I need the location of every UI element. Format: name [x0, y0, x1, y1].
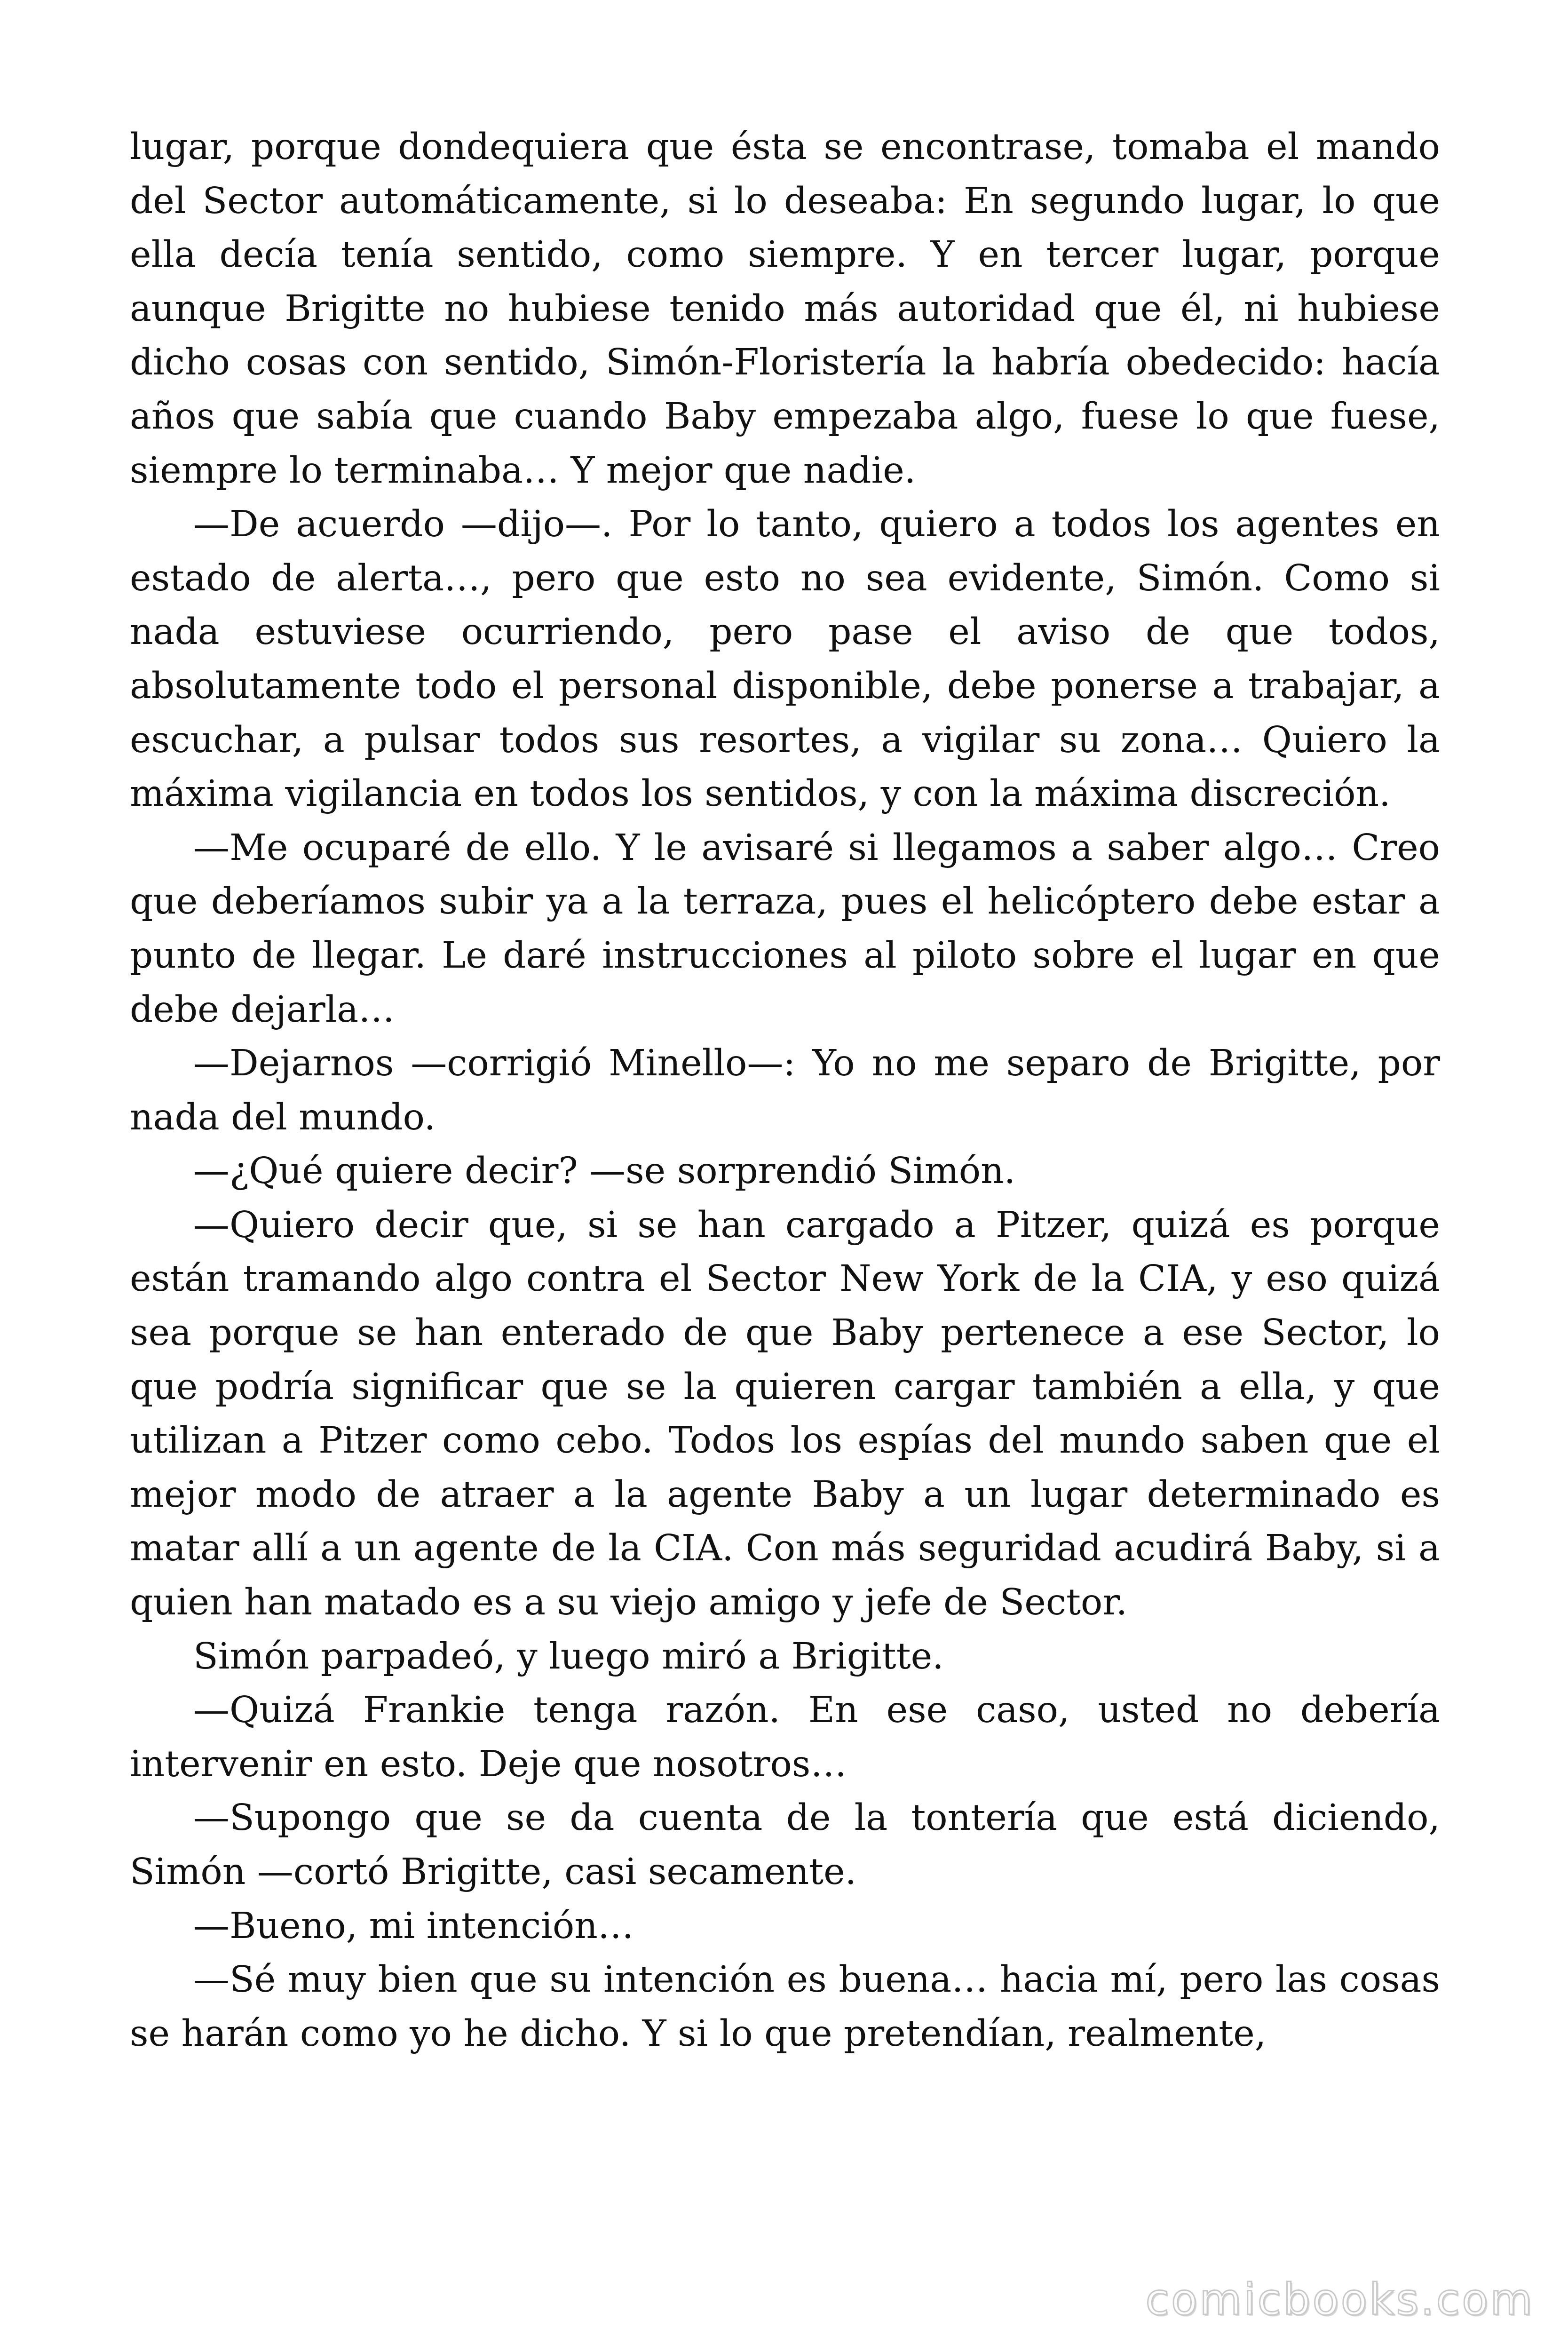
paragraph: —Supongo que se da cuenta de la tontería que está diciendo, Simón —cortó Brigitte, casi secamente. — [130, 1797, 1440, 1893]
paragraph: Simón parpadeó, y luego miró a Brigitte. — [193, 1635, 944, 1677]
paragraph: —Quizá Frankie tenga razón. En ese caso, usted no debería intervenir en esto. Deje que nosotros… — [130, 1689, 1440, 1785]
paragraph: lugar, porque dondequiera que ésta se encontrase, tomaba el mando del Sector automáticamente, si lo deseaba: En segundo lugar, lo que ella decía tenía sentido, como siempre. Y en tercer lugar, porque aunque Brigitte no hubiese tenido más autoridad que él, ni hubiese dicho cosas con sentido, Simón-Floristería la habría obedecido: hacía años que sabía que cuando Baby empezaba algo, fuese lo que fuese, siempre lo terminaba… Y mejor que nadie. — [130, 126, 1440, 492]
paragraph: —Quiero decir que, si se han cargado a Pitzer, quizá es porque están tramando algo contra el Sector New York de la CIA, y eso quizá sea porque se han enterado de que Baby pertenece a ese Sector, lo que podría significar que se la quieren cargar también a ella, y que utilizan a Pitzer como cebo. Todos los espías del mundo saben que el mejor modo de atraer a la agente Baby a un lugar determinado es matar allí a un agente de la CIA. Con más seguridad acudirá Baby, si a quien han matado es a su viejo amigo y jefe de Sector. — [130, 1204, 1440, 1624]
paragraph: —Bueno, mi intención… — [193, 1905, 634, 1947]
paragraph: —Dejarnos —corrigió Minello—: Yo no me separo de Brigitte, por nada del mundo. — [130, 1042, 1440, 1138]
page-text — [130, 120, 1440, 2061]
paragraph: —¿Qué quiere decir? —se sorprendió Simón. — [193, 1150, 1016, 1192]
watermark: comicbooks.com — [1145, 2274, 1534, 2325]
paragraph: —Me ocuparé de ello. Y le avisaré si llegamos a saber algo… Creo que deberíamos subir ya a la terraza, pues el helicóptero debe estar a punto de llegar. Le daré instrucciones al piloto sobre el lugar en que debe dejarla… — [130, 826, 1440, 1031]
paragraph: —De acuerdo —dijo—. Por lo tanto, quiero a todos los agentes en estado de alerta…, pero que esto no sea evidente, Simón. Como si nada estuviese ocurriendo, pero pase el aviso de que todos, absolutamente todo el personal disponible, debe ponerse a trabajar, a escuchar, a pulsar todos sus resortes, a vigilar su zona… Quiero la máxima vigilancia en todos los sentidos, y con la máxima discreción. — [130, 503, 1440, 815]
paragraph: —Sé muy bien que su intención es buena… hacia mí, pero las cosas se harán como yo he dicho. Y si lo que pretendían, realmente, — [130, 1959, 1440, 2055]
